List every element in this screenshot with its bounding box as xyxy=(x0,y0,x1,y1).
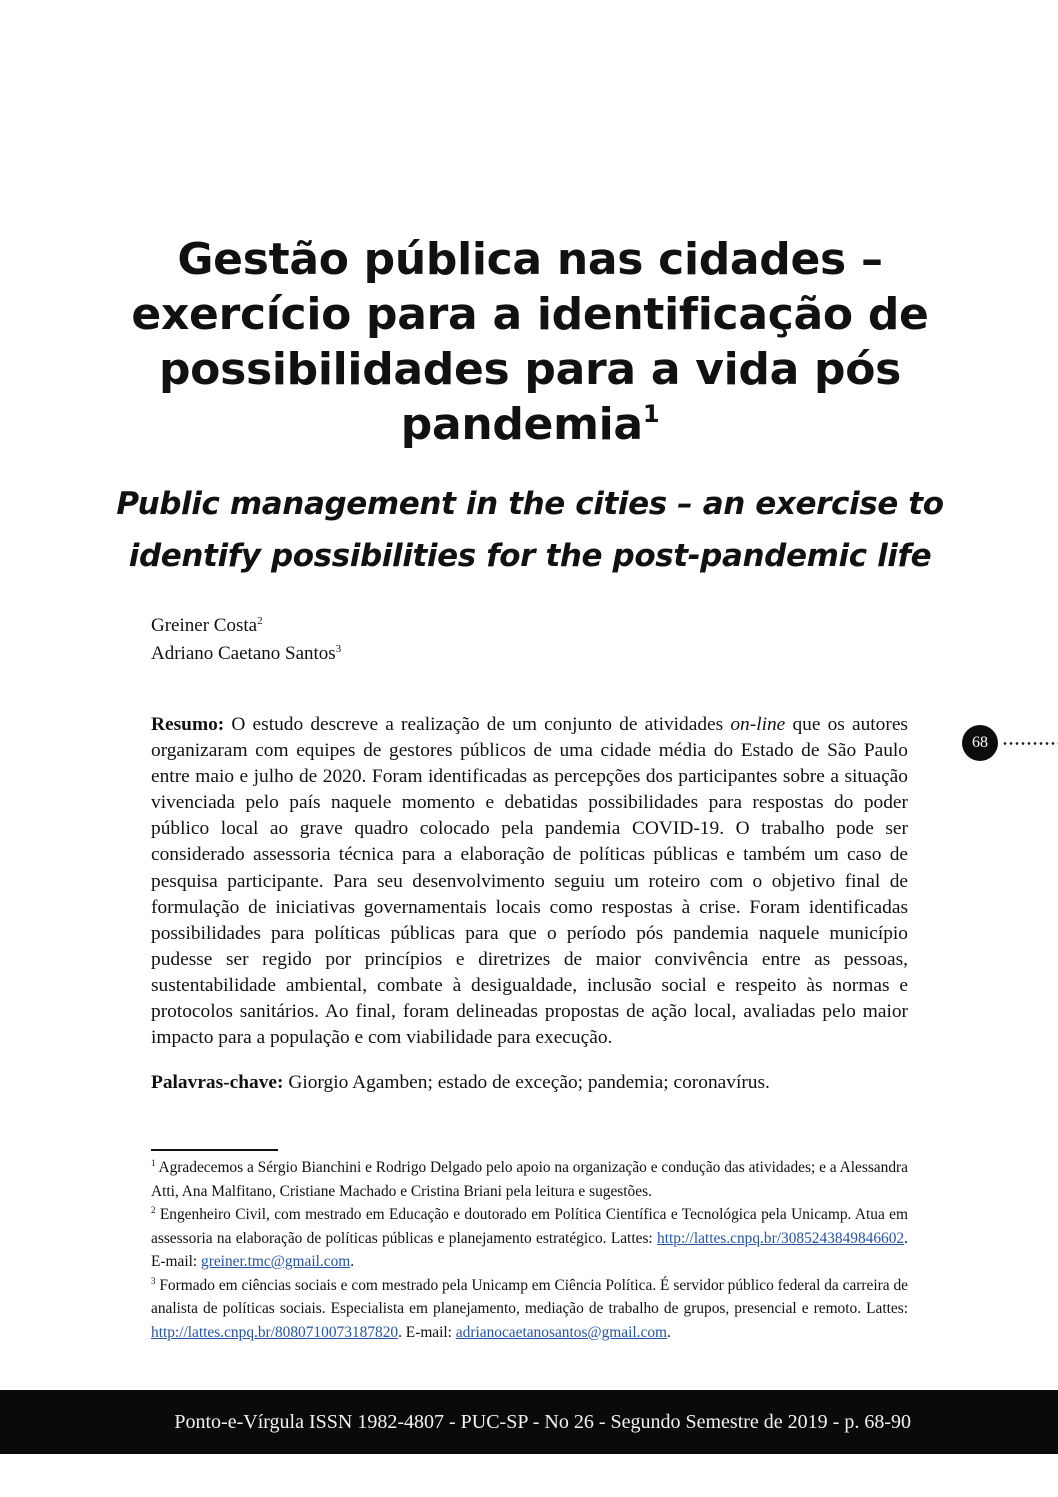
author-list xyxy=(151,612,341,668)
author xyxy=(151,612,341,640)
author-footnote-ref[interactable]: 2 xyxy=(257,615,263,627)
author xyxy=(151,640,341,668)
keywords-label: Palavras-chave: xyxy=(151,1072,284,1093)
keywords-text: Giorgio Agamben; estado de exceção; pandemia; coronavírus. xyxy=(288,1072,770,1093)
dotted-leader xyxy=(1002,742,1058,745)
footnote-end: . xyxy=(350,1253,355,1270)
email-label: . E-mail: xyxy=(151,1229,908,1270)
abstract-text-start: O estudo descreve a realização de um conjunto de atividades xyxy=(231,714,724,735)
author-name: Greiner Costa xyxy=(151,615,258,636)
author-name: Adriano Caetano Santos xyxy=(151,643,336,664)
footnote-text: Formado em ciências sociais e com mestrado pela Unicamp em Ciência Política. É servidor público federal da carreira de analista de políticas sociais. Especialista em planejamento, mediação de trabalho de grupos, presencial e remoto. Lattes: xyxy=(151,1276,908,1317)
lattes-link[interactable]: http://lattes.cnpq.br/3085243849846602 xyxy=(657,1229,905,1247)
footnote xyxy=(151,1203,908,1274)
email-link[interactable]: adrianocaetanosantos@gmail.com xyxy=(455,1323,667,1341)
abstract-emphasis: on-line xyxy=(730,714,786,735)
journal-footer xyxy=(0,1390,1058,1454)
footnote-number: 1 xyxy=(151,1158,156,1168)
author-footnote-ref[interactable]: 3 xyxy=(335,643,342,655)
abstract-text-end: que os autores organizaram com equipes de gestores públicos de uma cidade média do Estado de São Paulo entre maio e julho de 2020. Foram identificadas as percepções dos participantes sobre a situação vivenciada pelo país naquele momento e debatidas possibilidades para respostas do poder público local ao grave quadro colocado pela pandemia COVID-19. O trabalho pode ser considerado assessoria técnica para a elaboração de políticas públicas e também um caso de pesquisa participante. Para seu desenvolvimento seguiu um roteiro com o objetivo final de formulação de iniciativas governamentais locais como respostas à crise. Foram identificadas possibilidades para políticas públicas para que o período pós pandemia naquele município pudesse ser regido por princípios e diretrizes de maior convivência entre as pessoas, sustentabilidade ambiental, combate à desigualdade, inclusão social e respeito às normas e protocolos sanitários. Ao final, foram delineadas propostas de ação local, avaliadas pelo maior impacto para a população e com viabilidade para execução. xyxy=(151,714,908,1049)
footnote-end: . xyxy=(667,1323,671,1341)
keywords xyxy=(151,1070,908,1096)
footnote xyxy=(151,1156,908,1203)
article-subtitle: Public management in the cities – an exercise to identify possibilities for the post-pandemic life xyxy=(116,486,944,574)
footnote-number: 2 xyxy=(151,1205,156,1215)
footnote-text: Agradecemos a Sérgio Bianchini e Rodrigo Delgado pelo apoio na organização e condução das atividades; e a Alessandra Atti, Ana Malfitano, Cristiane Machado e Cristina Briani pela leitura e sugestões. xyxy=(151,1159,908,1200)
footnote xyxy=(151,1274,908,1345)
title-text: Gestão pública nas cidades – exercício para a identificação de possibilidades para a vida pós pandemia xyxy=(131,234,929,450)
footnote-number: 3 xyxy=(151,1275,156,1286)
lattes-link[interactable]: http://lattes.cnpq.br/8080710073187820 xyxy=(151,1323,399,1341)
abstract xyxy=(151,712,908,1051)
email-link[interactable]: greiner.tmc@gmail.com xyxy=(201,1253,351,1270)
title-footnote-ref[interactable]: 1 xyxy=(642,400,660,428)
footnote-text: Engenheiro Civil, com mestrado em Educação e doutorado em Política Científica e Tecnológica pela Unicamp. Atua em assessoria na elaboração de políticas públicas e planejamento estratégico. Lattes: xyxy=(151,1206,908,1247)
journal-citation: Ponto-e-Vírgula ISSN 1982-4807 - PUC-SP - No 26 - Segundo Semestre de 2019 - p. 68-90 xyxy=(174,1411,911,1433)
article-title xyxy=(120,232,940,452)
footnotes xyxy=(151,1156,908,1344)
page-number: 68 xyxy=(962,725,998,761)
email-label: . E-mail: xyxy=(398,1323,452,1341)
footnote-divider xyxy=(151,1149,278,1151)
abstract-label: Resumo: xyxy=(151,714,225,735)
